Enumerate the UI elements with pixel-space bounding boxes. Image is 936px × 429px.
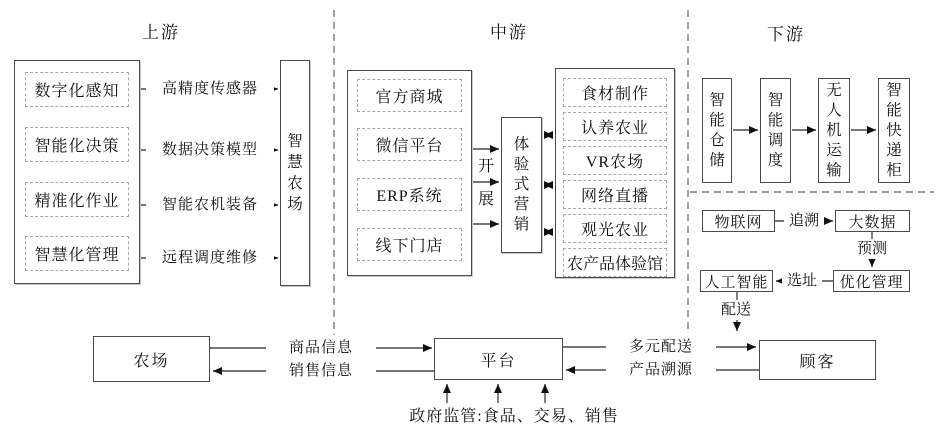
experiential-marketing-label: 体验式营销 — [513, 136, 530, 233]
multi-delivery-flow-label: 多元配送 — [606, 337, 716, 357]
logistics-smart-dispatch-box — [760, 78, 791, 183]
experience-sightseeing-agriculture: 观光农业 — [563, 214, 667, 243]
smart-farm-label: 智慧农场 — [287, 133, 303, 213]
smart-farm-box — [280, 60, 310, 286]
upstream-module-smart-management: 智慧化管理 — [25, 236, 129, 271]
logistics-smart-locker-label: 智能快递柜 — [886, 81, 902, 179]
upstream-enabler-data-model-label: 数据决策模型 — [146, 140, 274, 160]
bigdata-box: 大数据 — [835, 210, 910, 232]
platform-box: 平台 — [434, 338, 563, 380]
upstream-enabler-remote-maintenance-label: 远程调度维修 — [146, 248, 274, 268]
logistics-smart-warehouse-label: 智能仓储 — [709, 91, 725, 169]
delivery-edge-label: 配送 — [715, 300, 757, 320]
upstream-module-digital-sensing: 数字化感知 — [25, 72, 129, 107]
channel-official-mall: 官方商城 — [357, 79, 462, 112]
site-selection-edge-label: 选址 — [782, 271, 822, 291]
government-regulation-caption: 政府监管:食品、交易、销售 — [409, 408, 619, 425]
carry-out-connector-label: 开展 — [477, 158, 494, 208]
farm-box: 农场 — [93, 336, 210, 382]
upstream-arrows — [140, 89, 278, 258]
trace-edge-label: 追溯 — [784, 211, 824, 231]
logistics-smart-dispatch-label: 智能调度 — [767, 91, 784, 169]
upstream-enabler-sensor-label: 高精度传感器 — [146, 79, 274, 99]
experience-food-making: 食材制作 — [563, 78, 667, 107]
logistics-smart-warehouse-box — [702, 78, 732, 183]
downstream-title: 下游 — [767, 25, 805, 44]
channel-offline-store: 线下门店 — [357, 228, 462, 261]
ai-box: 人工智能 — [700, 270, 773, 292]
customer-box: 顾客 — [759, 340, 876, 380]
experience-adoption-agriculture: 认养农业 — [563, 112, 667, 141]
experience-live-streaming: 网络直播 — [563, 180, 667, 209]
goods-info-flow-label: 商品信息 — [266, 338, 376, 358]
optimization-management-box: 优化管理 — [833, 270, 910, 292]
logistics-drone-transport-label: 无人机运输 — [826, 81, 842, 179]
logistics-drone-transport-box — [818, 78, 850, 183]
experience-product-hall: 农产品体验馆 — [563, 248, 667, 277]
upstream-title: 上游 — [142, 23, 180, 42]
sales-info-flow-label: 销售信息 — [266, 361, 376, 381]
experience-vr-farm: VR农场 — [563, 146, 667, 175]
logistics-smart-locker-box — [878, 78, 910, 183]
channel-wechat-platform: 微信平台 — [357, 128, 462, 161]
experiential-marketing-box — [501, 117, 542, 253]
midstream-title: 中游 — [490, 23, 528, 42]
iot-box: 物联网 — [702, 210, 775, 232]
channel-erp-system: ERP系统 — [357, 178, 462, 211]
upstream-module-intelligent-decision: 智能化决策 — [25, 127, 129, 162]
upstream-module-precision-operation: 精准化作业 — [25, 182, 129, 217]
upstream-enabler-machinery-label: 智能农机装备 — [146, 195, 274, 215]
product-trace-flow-label: 产品溯源 — [606, 360, 716, 380]
predict-edge-label: 预测 — [852, 239, 892, 259]
